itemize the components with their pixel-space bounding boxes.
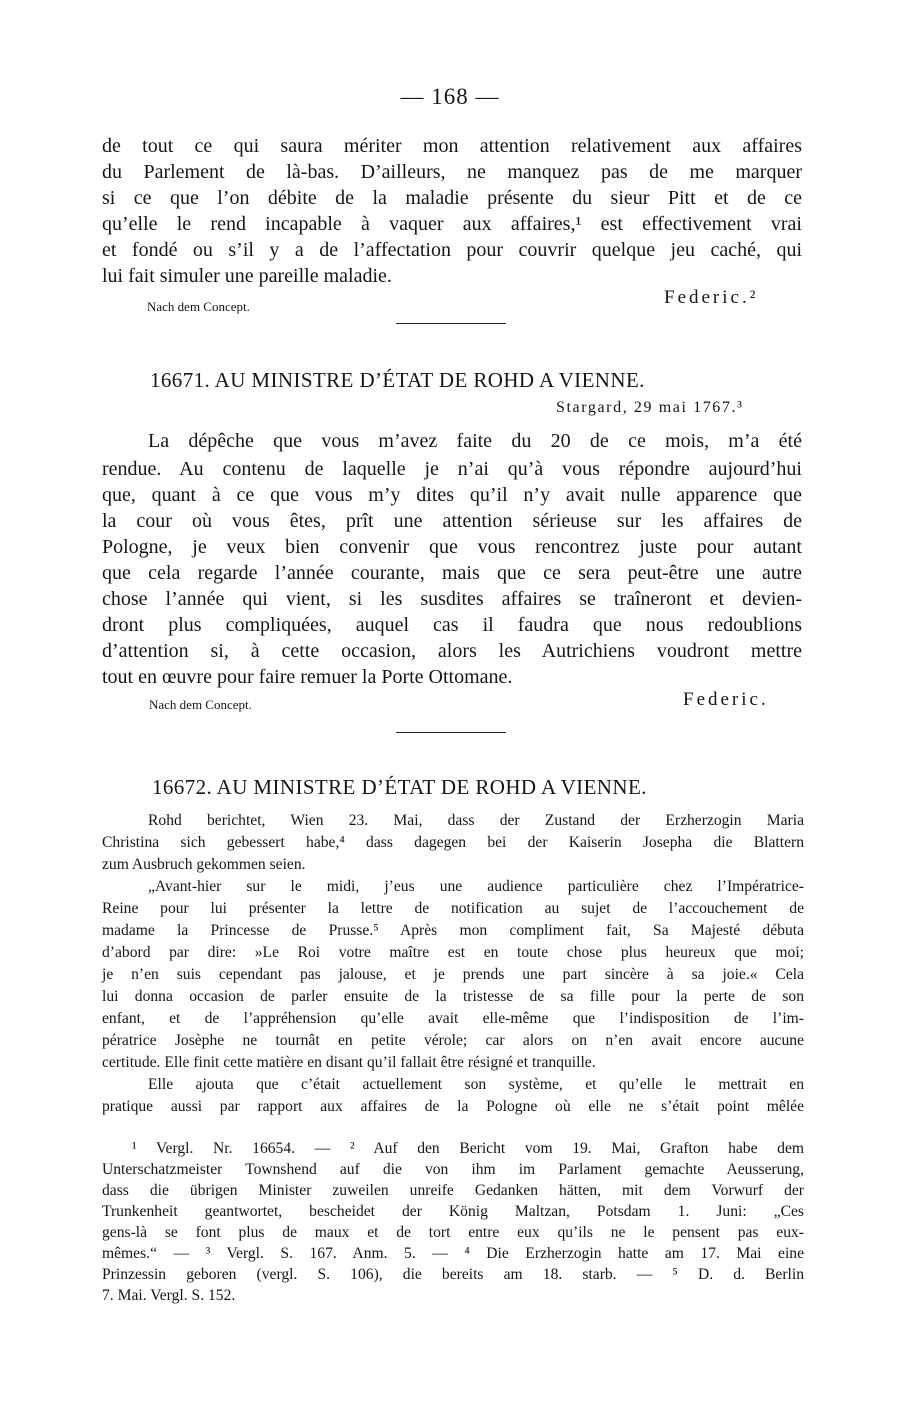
footnote-line: Prinzessin geboren (vergl. S. 106), die bereits am 18. starb. — ⁵ D. d. Berlin [102,1266,804,1283]
footnote-line: Trunkenheit geantwortet, bescheidet der König Maltzan, Potsdam 1. Juni: „Ces [102,1203,804,1220]
page-number: — 168 — [400,84,500,109]
letter-heading: 16671. AU MINISTRE D’ÉTAT DE ROHD A VIENNE. [150,368,645,392]
text-line: La dépêche que vous m’avez faite du 20 de ce mois, m’a été [148,430,802,452]
text-line: tout en œuvre pour faire remuer la Porte Ottomane. [102,666,513,688]
source-note: Nach dem Concept. [149,697,252,712]
text-line: rendue. Au contenu de laquelle je n’ai qu’à vous répondre aujourd’hui [102,458,802,480]
footnote-line: Unterschatzmeister Townshend auf die von ihm im Parlament gemachte Aeusserung, [102,1161,804,1178]
text-line: madame la Princesse de Prusse.⁵ Après mon compliment fait, Sa Majesté débuta [102,922,804,939]
text-line: je n’en suis cependant pas jalouse, et je prends une part sincère à sa joie.« Cela [102,966,804,983]
text-line: d’attention si, à cette occasion, alors les Autrichiens voudront mettre [102,640,802,662]
footnote-line: 7. Mai. Vergl. S. 152. [102,1287,236,1304]
text-line: dront plus compliquées, auquel cas il faudra que nous redoublions [102,614,802,636]
text-line: lui donna occasion de parler ensuite de la tristesse de sa fille pour la perte de son [102,988,804,1005]
text-line: lui fait simuler une pareille maladie. [102,265,392,287]
signature: Federic. [683,689,769,710]
text-line: que cela regarde l’année courante, mais que ce sera peut-être une autre [102,562,802,584]
text-line: „Avant-hier sur le midi, j’eus une audience particulière chez l’Impératrice- [148,878,804,895]
footnote-line: mêmes.“ — ³ Vergl. S. 167. Anm. 5. — ⁴ Die Erzherzogin hatte am 17. Mai eine [102,1245,804,1262]
text-line: Pologne, je veux bien convenir que vous rencontrez juste pour autant [102,536,802,558]
footnote-line: ¹ Vergl. Nr. 16654. — ² Auf den Bericht vom 19. Mai, Grafton habe dem [132,1140,804,1157]
place-date: Stargard, 29 mai 1767.³ [556,399,744,416]
text-line: d’abord par dire: »Le Roi votre maître est en toute chose plus heureux que moi; [102,944,804,961]
footnote-line: dass die übrigen Minister zuweilen unreife Gedanken hätten, mit dem Vorwurf der [102,1182,804,1199]
text-line: zum Ausbruch gekommen seien. [102,856,306,873]
text-line: chose l’année qui vient, si les susdites affaires se traîneront et devien- [102,588,802,610]
text-line: de tout ce qui saura mériter mon attention relativement aux affaires [102,135,802,157]
text-line: Rohd berichtet, Wien 23. Mai, dass der Zustand der Erzherzogin Maria [148,812,804,829]
signature: Federic.² [664,287,759,308]
text-line: enfant, et de l’appréhension qu’elle avait elle-même que l’indisposition de l’im- [102,1010,804,1027]
text-line: et fondé ou s’il y a de l’affectation pour couvrir quelque jeu caché, qui [102,239,802,261]
text-line: certitude. Elle finit cette matière en disant qu’il fallait être résigné et tranquille. [102,1054,596,1071]
text-line: Elle ajouta que c’était actuellement son système, et qu’elle le mettrait en [148,1076,804,1093]
text-line: Reine pour lui présenter la lettre de notification au sujet de l’accouchement de [102,900,804,917]
footnote-line: gens-là se font plus de maux et de tort entre eux qu’ils ne le pensent pas eux- [102,1224,804,1241]
letter-heading: 16672. AU MINISTRE D’ÉTAT DE ROHD A VIENNE. [152,775,647,799]
text-line: que, quant à ce que vous m’y dites qu’il n’y avait nulle apparence que [102,484,802,506]
text-line: pératrice Josèphe ne tournât en petite vérole; car alors on n’en avait encore aucune [102,1032,804,1049]
text-line: si ce que l’on débite de la maladie présente du sieur Pitt et de ce [102,187,802,209]
section-divider [396,323,506,324]
text-line: qu’elle le rend incapable à vaquer aux affaires,¹ est effectivement vrai [102,213,802,235]
section-divider [396,732,506,733]
text-line: la cour où vous êtes, prît une attention sérieuse sur les affaires de [102,510,802,532]
text-line: pratique aussi par rapport aux affaires de la Pologne où elle ne s’était point mêlée [102,1098,804,1115]
text-line: du Parlement de là-bas. D’ailleurs, ne manquez pas de me marquer [102,161,802,183]
text-line: Christina sich gebessert habe,⁴ dass dagegen bei der Kaiserin Josepha die Blattern [102,834,804,851]
source-note: Nach dem Concept. [147,299,250,314]
